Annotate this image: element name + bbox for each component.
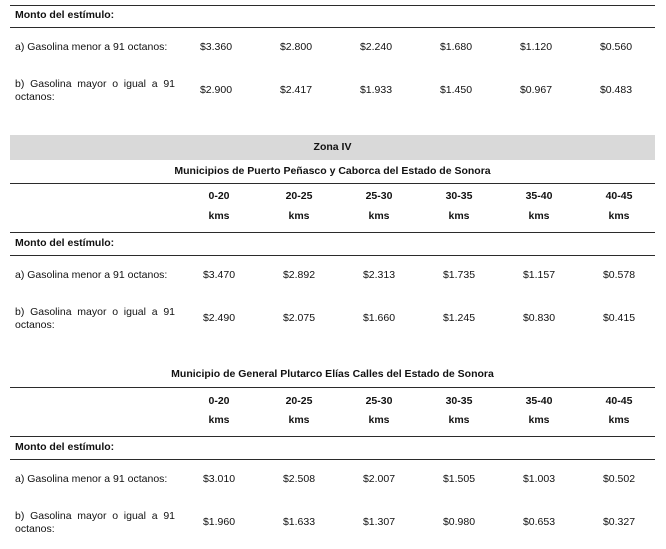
column-header-unit: kms [448, 210, 470, 222]
table-cell: $2.007 [362, 473, 396, 485]
column-header-unit: kms [368, 210, 390, 222]
row-label-gasolina-menor: a) Gasolina menor a 91 octanos: [15, 269, 168, 281]
table-cell: $0.502 [602, 473, 636, 485]
row-label-gasolina-menor: a) Gasolina menor a 91 octanos: [15, 473, 168, 485]
table-rule [10, 27, 655, 28]
row-label-gasolina-menor: a) Gasolina menor a 91 octanos: [15, 41, 168, 53]
column-header-range: 0-20 [208, 395, 230, 407]
column-header-unit: kms [288, 414, 310, 426]
table-cell: $1.157 [522, 269, 556, 281]
table-cell: $2.313 [362, 269, 396, 281]
column-header-range: 30-35 [445, 190, 473, 202]
table-cell: $2.900 [199, 84, 233, 96]
table-cell: $0.483 [599, 84, 633, 96]
table-cell: $0.560 [599, 41, 633, 53]
table-cell: $2.240 [359, 41, 393, 53]
table-rule [10, 232, 655, 233]
table-rule [10, 436, 655, 437]
column-header-unit: kms [528, 210, 550, 222]
table-cell: $1.120 [519, 41, 553, 53]
table-cell: $2.417 [279, 84, 313, 96]
table-cell: $0.980 [442, 516, 476, 528]
row-label-gasolina-mayor: b) Gasolina mayor o igual a 91 octanos: [15, 306, 175, 331]
table-rule [10, 255, 655, 256]
table-cell: $2.508 [282, 473, 316, 485]
monto-label: Monto del estímulo: [15, 237, 115, 249]
table-rule [10, 387, 655, 388]
table-cell: $3.010 [202, 473, 236, 485]
column-header-range: 25-30 [365, 190, 393, 202]
monto-label: Monto del estímulo: [15, 9, 115, 21]
table-cell: $2.075 [282, 312, 316, 324]
table-cell: $0.415 [602, 312, 636, 324]
column-header-unit: kms [208, 210, 230, 222]
column-header-unit: kms [368, 414, 390, 426]
table-cell: $2.490 [202, 312, 236, 324]
column-header-range: 40-45 [605, 395, 633, 407]
column-header-range: 25-30 [365, 395, 393, 407]
table-cell: $0.967 [519, 84, 553, 96]
section-subtitle: Municipio de General Plutarco Elías Calles del Estado de Sonora [171, 368, 494, 380]
table-rule [10, 459, 655, 460]
table-cell: $0.327 [602, 516, 636, 528]
table-cell: $1.933 [359, 84, 393, 96]
column-header-unit: kms [528, 414, 550, 426]
table-cell: $1.505 [442, 473, 476, 485]
column-header-range: 20-25 [285, 395, 313, 407]
table-cell: $1.680 [439, 41, 473, 53]
table-cell: $0.830 [522, 312, 556, 324]
column-header-unit: kms [608, 210, 630, 222]
column-header-range: 40-45 [605, 190, 633, 202]
table-cell: $2.892 [282, 269, 316, 281]
table-cell: $1.660 [362, 312, 396, 324]
table-cell: $1.450 [439, 84, 473, 96]
table-cell: $1.960 [202, 516, 236, 528]
zone-title: Zona IV [313, 141, 352, 153]
column-header-unit: kms [608, 414, 630, 426]
table-cell: $1.307 [362, 516, 396, 528]
table-cell: $1.633 [282, 516, 316, 528]
row-label-gasolina-mayor: b) Gasolina mayor o igual a 91 octanos: [15, 78, 175, 103]
column-header-unit: kms [448, 414, 470, 426]
column-header-range: 0-20 [208, 190, 230, 202]
monto-label: Monto del estímulo: [15, 441, 115, 453]
table-cell: $3.360 [199, 41, 233, 53]
table-cell: $1.735 [442, 269, 476, 281]
table-cell: $1.245 [442, 312, 476, 324]
column-header-range: 35-40 [525, 395, 553, 407]
table-rule [10, 5, 655, 6]
row-label-gasolina-mayor: b) Gasolina mayor o igual a 91 octanos: [15, 510, 175, 535]
table-rule [10, 183, 655, 184]
table-cell: $3.470 [202, 269, 236, 281]
column-header-unit: kms [208, 414, 230, 426]
section-subtitle: Municipios de Puerto Peñasco y Caborca del Estado de Sonora [174, 165, 491, 177]
table-cell: $1.003 [522, 473, 556, 485]
column-header-range: 20-25 [285, 190, 313, 202]
table-cell: $2.800 [279, 41, 313, 53]
column-header-range: 35-40 [525, 190, 553, 202]
column-header-unit: kms [288, 210, 310, 222]
table-cell: $0.653 [522, 516, 556, 528]
column-header-range: 30-35 [445, 395, 473, 407]
table-cell: $0.578 [602, 269, 636, 281]
